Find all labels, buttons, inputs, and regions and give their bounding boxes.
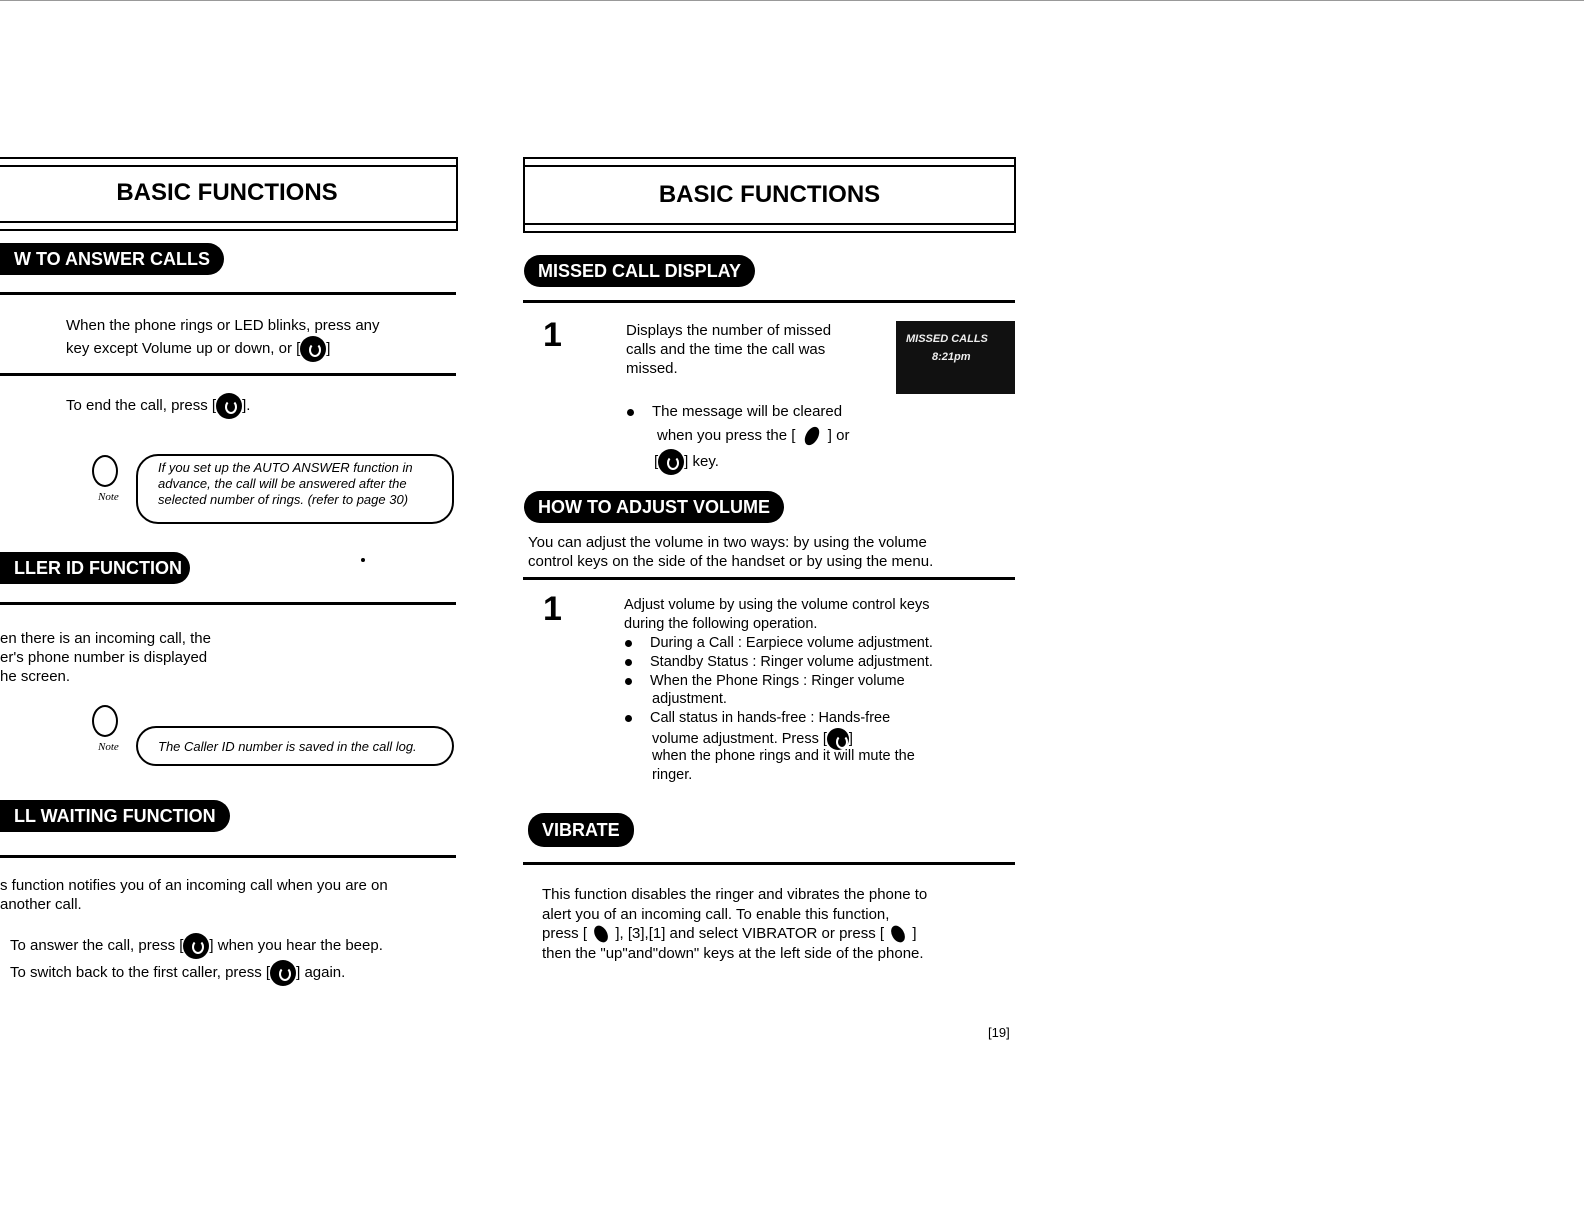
menu-key-icon bbox=[889, 923, 908, 945]
callerid-line3: he screen. bbox=[0, 668, 71, 685]
waiting-line1: s function notifies you of an incoming call when you are on bbox=[0, 877, 388, 894]
answer-line2-end: ] bbox=[326, 339, 331, 357]
note-line2: advance, the call will be answered after the bbox=[158, 476, 407, 491]
right-header-title: BASIC FUNCTIONS bbox=[658, 181, 881, 208]
answer-rule-2 bbox=[0, 373, 456, 376]
volume-b2-wrap bbox=[625, 653, 933, 672]
bullet bbox=[625, 678, 632, 685]
vibrate-l3a: press [ bbox=[542, 925, 588, 942]
volume-b3-wrap bbox=[625, 672, 905, 691]
volume-l2: during the following operation. bbox=[624, 616, 818, 632]
note-icon bbox=[86, 705, 126, 761]
volume-l1: Adjust volume by using the volume control keys bbox=[624, 597, 930, 613]
stray-dot bbox=[361, 558, 365, 562]
volume-b3a: When the Phone Rings : Ringer volume bbox=[650, 673, 905, 689]
waiting-answer-b: ] when you hear the beep. bbox=[209, 936, 383, 954]
missed-call-screen-image bbox=[896, 321, 1015, 394]
missed-bullet1-wrap bbox=[627, 402, 842, 421]
vibrate-l3b: ], [3],[1] and select VIBRATOR or press [ bbox=[615, 925, 885, 942]
bullet bbox=[625, 659, 632, 666]
end-key-icon bbox=[216, 393, 242, 419]
left-header-title: BASIC FUNCTIONS bbox=[116, 179, 338, 206]
missed-bullet2b: ] or bbox=[827, 427, 850, 444]
missed-bullet2-wrap bbox=[657, 426, 849, 446]
bullet bbox=[625, 715, 632, 722]
menu-key-icon bbox=[591, 923, 610, 945]
call-waiting-pill: LL WAITING FUNCTION bbox=[0, 800, 230, 832]
auto-answer-note bbox=[136, 454, 454, 524]
note-label: Note bbox=[98, 741, 119, 753]
waiting-switch-a: To switch back to the first caller, press [ bbox=[10, 963, 271, 981]
volume-b4c: when the phone rings and it will mute the bbox=[652, 748, 915, 764]
answer-rule-1 bbox=[0, 292, 456, 295]
answer-line1: When the phone rings or LED blinks, press any bbox=[66, 317, 380, 334]
adjust-volume-pill: HOW TO ADJUST VOLUME bbox=[524, 491, 784, 523]
note-line3: selected number of rings. (refer to page 30) bbox=[158, 492, 409, 507]
waiting-line2: another call. bbox=[0, 896, 82, 913]
vibrate-rule bbox=[523, 862, 1015, 865]
right-header-box bbox=[523, 157, 1016, 233]
missed-bullet3b: ] key. bbox=[684, 452, 719, 470]
vibrate-l1: This function disables the ringer and vibrates the phone to bbox=[542, 886, 928, 903]
volume-b1: During a Call : Earpiece volume adjustment. bbox=[650, 635, 933, 651]
volume-b4a: Call status in hands-free : Hands-free bbox=[650, 710, 891, 726]
waiting-switch-wrap bbox=[10, 960, 345, 986]
caller-id-note bbox=[136, 726, 454, 766]
note-label: Note bbox=[98, 491, 119, 503]
missed-bullet2a: when you press the [ bbox=[657, 427, 796, 444]
missed-bullet3-wrap bbox=[654, 449, 719, 475]
note-icon bbox=[86, 455, 126, 511]
answer-line2-wrap bbox=[66, 336, 330, 362]
volume-b4b-end: ] bbox=[848, 730, 853, 747]
end-call-close: ]. bbox=[242, 396, 251, 414]
caller-id-note-text: The Caller ID number is saved in the call log. bbox=[158, 739, 417, 754]
bullet bbox=[625, 640, 632, 647]
end-call-wrap bbox=[66, 393, 250, 419]
end-key-icon bbox=[300, 336, 326, 362]
missed-line3: missed. bbox=[626, 360, 678, 377]
waiting-rule bbox=[0, 855, 456, 858]
missed-bullet1: The message will be cleared bbox=[652, 403, 843, 420]
waiting-answer-wrap bbox=[10, 933, 383, 959]
send-key-icon bbox=[270, 960, 296, 986]
vibrate-l3c: ] bbox=[912, 925, 917, 942]
volume-step-number: 1 bbox=[543, 590, 562, 628]
missed-line2: calls and the time the call was bbox=[626, 341, 826, 358]
volume-b1-wrap bbox=[625, 634, 933, 653]
missed-line1: Displays the number of missed bbox=[626, 322, 832, 339]
callerid-line2: er's phone number is displayed bbox=[0, 649, 208, 666]
missed-rule bbox=[523, 300, 1015, 303]
clear-key-icon bbox=[801, 424, 821, 447]
waiting-answer-a: To answer the call, press [ bbox=[10, 936, 184, 954]
vibrate-pill: VIBRATE bbox=[528, 813, 634, 847]
volume-b4b: volume adjustment. Press [ bbox=[652, 730, 827, 747]
volume-rule bbox=[523, 577, 1015, 580]
answer-calls-pill: W TO ANSWER CALLS bbox=[0, 243, 224, 275]
missed-bullet3a: [ bbox=[654, 452, 659, 470]
screen-line2: 8:21pm bbox=[932, 351, 971, 363]
vibrate-l3-wrap bbox=[542, 924, 917, 943]
caller-id-pill: LLER ID FUNCTION bbox=[0, 552, 190, 584]
volume-b4d: ringer. bbox=[652, 767, 693, 783]
volume-b2: Standby Status : Ringer volume adjustment. bbox=[650, 654, 933, 670]
vibrate-l4: then the "up"and"down" keys at the left side of the phone. bbox=[542, 945, 924, 962]
end-key-icon bbox=[658, 449, 684, 475]
vibrate-l2: alert you of an incoming call. To enable this function, bbox=[542, 906, 890, 923]
left-header-box bbox=[0, 157, 458, 231]
bullet bbox=[627, 409, 634, 416]
page-number: [19] bbox=[988, 1025, 1010, 1040]
end-call-text: To end the call, press [ bbox=[66, 396, 217, 414]
note-line1: If you set up the AUTO ANSWER function in bbox=[158, 460, 413, 475]
waiting-switch-b: ] again. bbox=[296, 963, 346, 981]
missed-call-pill: MISSED CALL DISPLAY bbox=[524, 255, 755, 287]
screen-line1: MISSED CALLS bbox=[906, 333, 988, 345]
volume-b4-wrap bbox=[625, 709, 890, 728]
send-key-icon bbox=[183, 933, 209, 959]
top-border-line bbox=[0, 0, 1584, 1]
callerid-line1: en there is an incoming call, the bbox=[0, 630, 211, 647]
volume-b3b: adjustment. bbox=[652, 691, 727, 707]
missed-step-number: 1 bbox=[543, 316, 562, 354]
answer-line2: key except Volume up or down, or [ bbox=[66, 339, 301, 357]
callerid-rule bbox=[0, 602, 456, 605]
volume-intro1: You can adjust the volume in two ways: by using the volume bbox=[528, 534, 927, 551]
volume-intro2: control keys on the side of the handset or by using the menu. bbox=[528, 553, 934, 570]
